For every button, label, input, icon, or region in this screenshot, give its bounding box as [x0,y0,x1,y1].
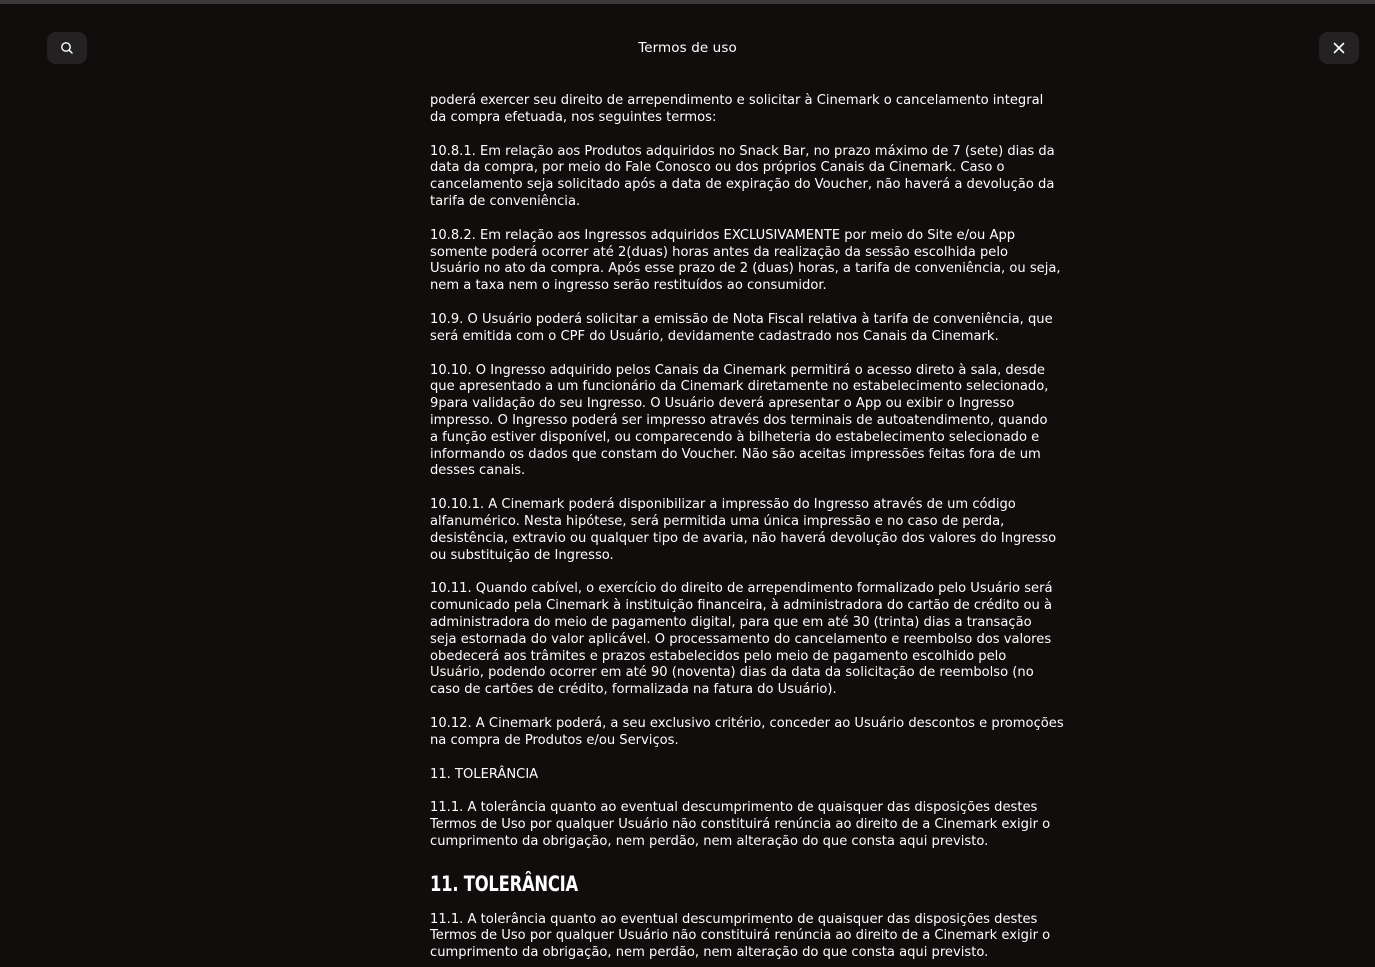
terms-paragraph: 10.8.1. Em relação aos Produtos adquiridos no Snack Bar, no prazo máximo de 7 (sete) dias da data da compra, por meio do Fale Conosco ou dos próprios Canais da Cinemark. Caso o cancelamento seja solicitado após a data de expiração do Voucher, não haverá a devolução da tarifa de conveniência. [430,143,1055,209]
modal-header [0,4,1375,82]
terms-paragraph: 10.11. Quando cabível, o exercício do direito de arrependimento formalizado pelo Usuário será comunicado pela Cinemark à instituição financeira, à administradora do cartão de crédito ou à administradora do meio de pagamento digital, para que em até 30 (trinta) dias a transação seja estornada do valor aplicável. O processamento do cancelamento e reembolso dos valores obedecerá aos trâmites e prazos estabelecidos pelo meio de pagamento escolhido pelo Usuário, podendo ocorrer em até 90 (noventa) dias da data da solicitação de reembolso (no caso de cartões de crédito, formalizada na fatura do Usuário). [430,581,1053,698]
section-heading: 11. TOLERÂNCIA [430,871,578,896]
terms-paragraph: 10.8.2. Em relação aos Ingressos adquiridos EXCLUSIVAMENTE por meio do Site e/ou App somente poderá ocorrer até 2(duas) horas antes da realização da sessão escolhida pelo Usuário no ato da compra. Após esse prazo de 2 (duas) horas, a tarifa de conveniência, ou seja, nem a taxa nem o ingresso serão restituídos ao consumidor. [430,227,1061,294]
terms-paragraph: 10.12. A Cinemark poderá, a seu exclusivo critério, conceder ao Usuário descontos e promoções na compra de Produtos e/ou Serviços. [430,715,1064,748]
section-label: 11. TOLERÂNCIA [430,766,539,782]
terms-paragraph: 10.9. O Usuário poderá solicitar a emissão de Nota Fiscal relativa à tarifa de conveniência, que será emitida com o CPF do Usuário, devidamente cadastrado nos Canais da Cinemark. [430,311,1053,344]
close-button[interactable] [1319,32,1359,64]
terms-paragraph: 10.10. O Ingresso adquirido pelos Canais da Cinemark permitirá o acesso direto à sala, desde que apresentado a um funcionário da Cinemark diretamente no estabelecimento selecionado, 9para validação do seu Ingresso. O Usuário deverá apresentar o App ou exibir o Ingresso impresso. O Ingresso poderá ser impresso através dos terminais de autoatendimento, quando a função estiver disponível, ou comparecendo à bilheteria do estabelecimento selecionado e informando os dados que constam do Voucher. Não são aceitas impressões feitas fora de um desses canais. [430,362,1049,479]
page-title: Termos de uso [638,40,737,56]
terms-paragraph: 11.1. A tolerância quanto ao eventual descumprimento de quaisquer das disposições destes Termos de Uso por qualquer Usuário não constituirá renúncia ao direito de a Cinemark exigir o cumprimento da obrigação, nem perdão, nem alteração do que consta aqui previsto. [430,911,1051,961]
terms-paragraph: 10.10.1. A Cinemark poderá disponibilizar a impressão do Ingresso através de um código alfanumérico. Nesta hipótese, será permitida uma única impressão e no caso de perda, desistência, extravio ou qualquer tipo de avaria, não haverá devolução dos valores do Ingresso ou substituição de Ingresso. [430,497,1057,563]
terms-paragraph: 11.1. A tolerância quanto ao eventual descumprimento de quaisquer das disposições destes Termos de Uso por qualquer Usuário não constituirá renúncia ao direito de a Cinemark exigir o cumprimento da obrigação, nem perdão, nem alteração do que consta aqui previsto. [430,800,1051,849]
close-icon [1333,42,1345,54]
terms-content[interactable] [430,84,1090,967]
terms-paragraph: poderá exercer seu direito de arrependimento e solicitar à Cinemark o cancelamento integral da compra efetuada, nos seguintes termos: [430,93,1044,125]
